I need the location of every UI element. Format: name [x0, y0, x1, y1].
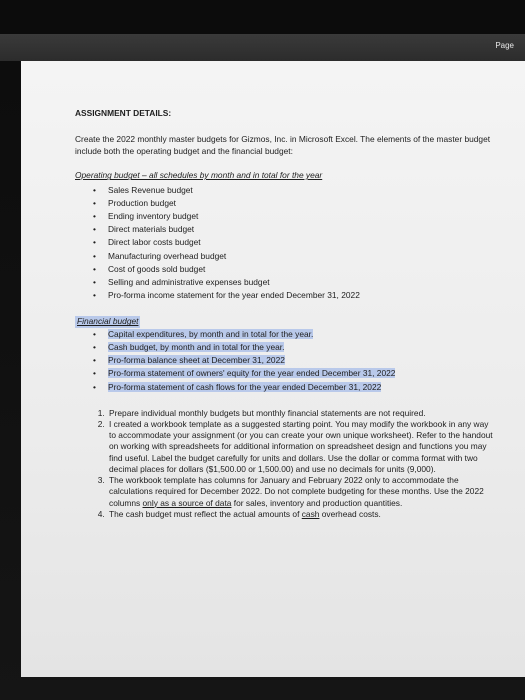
viewer-toolbar	[0, 34, 525, 61]
list-item	[75, 328, 495, 341]
operating-budget-title: Operating budget – all schedules by month and in total for the year	[75, 170, 323, 181]
intro-paragraph: Create the 2022 monthly master budgets for Gizmos, Inc. in Microsoft Excel. The elements of the master budget include both the operating budget and the financial budget:	[75, 134, 491, 156]
list-item	[75, 354, 495, 367]
step-text: The workbook template has columns for January and February 2022 only to accommodate the calculations required for December 2022. Do not complete budgeting for these months. Use the 2022 columns	[109, 475, 484, 508]
step-item: 1. Prepare individual monthly budgets but monthly financial statements are not required.	[107, 408, 497, 419]
page-indicator[interactable]: Page	[495, 41, 514, 50]
document-page	[21, 61, 525, 677]
list-item: • Sales Revenue budget	[75, 184, 495, 197]
financial-budget-list	[75, 328, 495, 394]
step-text: overhead costs.	[319, 508, 381, 519]
step-item: 2. I created a workbook template as a suggested starting point. You may modify the workbook in any way to accommodate your assignment (or you can create your own unique worksheet). Refer to the handout on working with spreadsheets for additional information on spreadsheet design and functions you may find useful. Label the budget carefully for units and dollars. Use the dollar or comma format with two decimal places for dollars ($1,500.00 or 1,500.00) and use no decimals for units (9,000).	[107, 419, 497, 475]
list-item	[75, 367, 495, 380]
list-item: • Direct labor costs budget	[75, 236, 495, 249]
list-item: • Ending inventory budget	[75, 210, 495, 223]
list-item: • Manufacturing overhead budget	[75, 250, 495, 263]
step-text: The cash budget must reflect the actual amounts of	[109, 508, 302, 519]
list-item: • Direct materials budget	[75, 223, 495, 236]
list-item: • Production budget	[75, 197, 495, 210]
list-item: • Pro-forma income statement for the year ended December 31, 2022	[75, 289, 495, 302]
assignment-heading: ASSIGNMENT DETAILS:	[75, 108, 172, 118]
financial-budget-title: Financial budget	[77, 316, 139, 327]
document-body	[75, 108, 495, 520]
list-item-text: Pro-forma balance sheet at December 31, 2022	[108, 355, 285, 366]
list-item	[75, 381, 495, 394]
list-item: • Cost of goods sold budget	[75, 263, 495, 276]
list-item-text: Capital expenditures, by month and in total for the year.	[108, 328, 314, 339]
list-item	[75, 341, 495, 354]
step-item	[107, 475, 497, 509]
operating-budget-list	[75, 184, 495, 303]
underlined-word: cash	[301, 508, 320, 519]
list-item-text: Cash budget, by month and in total for the year.	[108, 342, 285, 353]
instruction-steps	[75, 408, 497, 520]
list-item-text: Pro-forma statement of owners' equity for the year ended December 31, 2022	[108, 368, 396, 379]
underlined-phrase: only as a source of data	[142, 497, 232, 508]
list-item: • Selling and administrative expenses budget	[75, 276, 495, 289]
list-item-text: Pro-forma statement of cash flows for the year ended December 31, 2022	[108, 381, 382, 392]
step-text: for sales, inventory and production quantities.	[231, 497, 403, 508]
step-item	[107, 509, 497, 520]
